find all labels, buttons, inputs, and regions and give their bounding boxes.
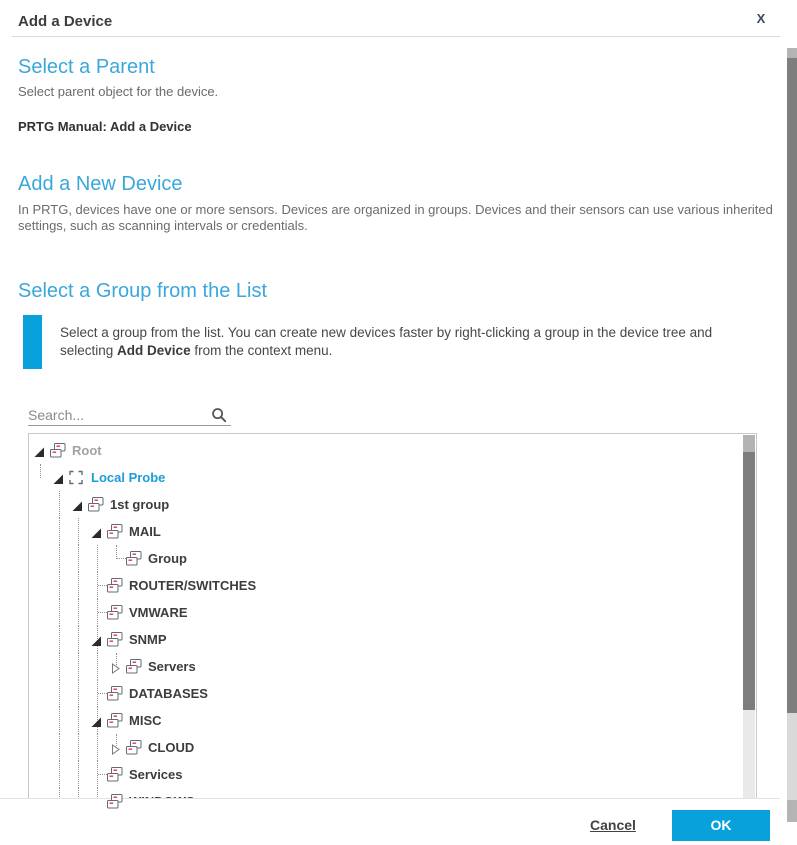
tree-connector-stub [117,558,126,559]
tree-node-servers[interactable] [31,653,756,680]
tree-node-label[interactable]: VMWARE [129,605,188,620]
tree-gutter [50,680,69,707]
tree-guide-line [40,464,41,478]
tree-guide-line [97,545,98,572]
add-new-device-description: In PRTG, devices have one or more sensors. Devices are organized in groups. Devices and their sensors can use various inherited settings, such as scanning intervals or credentials. [18,202,773,233]
tree-guide-line [59,734,60,761]
tree-gutter [88,734,107,761]
tree-gutter [31,599,50,626]
tree-gutter [69,707,88,734]
tree-node-label[interactable]: Local Probe [91,470,166,485]
tree-gutter [31,761,50,788]
expanded-arrow-icon[interactable] [91,634,102,645]
tree-marker-cell [50,464,69,491]
tree-gutter [50,734,69,761]
dialog-header [0,0,797,36]
info-box [23,315,780,369]
group-icon [107,767,123,782]
tree-gutter [69,680,88,707]
tree-guide-line [116,545,117,559]
tree-gutter [50,518,69,545]
tree-gutter [31,680,50,707]
tree-node-label[interactable]: ROUTER/SWITCHES [129,578,257,593]
tree-gutter [69,599,88,626]
tree-gutter [31,626,50,653]
tree-marker-cell [31,437,50,464]
tree-guide-line [59,761,60,788]
tree-gutter [88,653,107,680]
tree-gutter [69,518,88,545]
tree-gutter [88,545,107,572]
page-scrollbar-cap-top [787,48,797,58]
tree-guide-line [59,707,60,734]
prtg-manual-link[interactable]: PRTG Manual: Add a Device [18,119,192,134]
tree-node-label[interactable]: 1st group [110,497,170,512]
ok-button[interactable]: OK [672,810,770,841]
page-scrollbar[interactable] [787,0,797,845]
tree-scrollbar-cap [743,435,755,452]
tree-connector-stub [98,774,107,775]
tree-gutter [31,491,50,518]
tree-connector-stub [98,612,107,613]
group-icon [107,794,123,809]
tree-guide-line [78,626,79,653]
tree-node-label[interactable]: Group [148,551,187,566]
tree-scrollbar-thumb[interactable] [743,452,755,710]
tree-gutter [31,734,50,761]
tree-gutter [50,761,69,788]
tree-marker-cell [88,518,107,545]
dialog-content [0,37,780,800]
tree-node-label[interactable]: MISC [129,713,162,728]
tree-marker-cell [107,734,126,761]
group-icon [107,524,123,539]
tree-guide-line [78,599,79,626]
info-text-before: Select a group from the list. You can create new devices faster by right-clicking a group in the device tree and selecting [60,325,713,358]
tree-guide-line [78,680,79,707]
tree-guide-line [59,599,60,626]
group-tree [28,433,757,800]
tree-gutter [31,707,50,734]
tree-gutter [50,491,69,518]
tree-guide-line [59,653,60,680]
tree-gutter [31,464,50,491]
page-scrollbar-thumb[interactable] [787,58,797,713]
tree-marker-cell [107,653,126,680]
select-parent-description: Select parent object for the device. [18,84,219,99]
tree-node-label[interactable]: DATABASES [129,686,208,701]
tree-gutter [50,653,69,680]
tree-node-vmware[interactable] [31,599,756,626]
tree-node-router-switches[interactable] [31,572,756,599]
select-group-heading: Select a Group from the List [18,280,268,302]
collapsed-arrow-icon[interactable] [110,742,121,753]
search-input[interactable] [28,405,208,425]
tree-gutter [69,761,88,788]
group-icon [50,443,66,458]
tree-gutter [69,572,88,599]
probe-icon [69,470,85,485]
close-icon[interactable]: X [756,11,766,26]
tree-guide-line [78,734,79,761]
tree-node-services[interactable] [31,761,756,788]
tree-gutter [50,545,69,572]
select-parent-heading: Select a Parent [18,56,155,78]
tree-guide-line [59,680,60,707]
expanded-arrow-icon[interactable] [91,526,102,537]
tree-guide-line [78,518,79,545]
info-text-bold: Add Device [117,343,191,358]
group-icon [107,632,123,647]
group-icon [126,551,142,566]
expanded-arrow-icon[interactable] [91,715,102,726]
tree-node-label[interactable]: SNMP [129,632,167,647]
tree-node-databases[interactable] [31,680,756,707]
tree-node-label[interactable]: MAIL [129,524,161,539]
group-icon [126,740,142,755]
expanded-arrow-icon[interactable] [72,499,83,510]
tree-node-misc[interactable] [31,707,756,734]
tree-marker-cell [107,545,126,572]
tree-gutter [50,626,69,653]
info-accent-bar [23,315,42,369]
tree-gutter [31,518,50,545]
tree-gutter [69,626,88,653]
collapsed-arrow-icon[interactable] [110,661,121,672]
info-text-after: from the context menu. [190,343,333,358]
tree-node-local-probe[interactable] [31,464,756,491]
tree-marker-cell [88,761,107,788]
tree-gutter [50,707,69,734]
add-new-device-heading: Add a New Device [18,173,183,195]
tree-connector-stub [98,693,107,694]
tree-guide-line [59,545,60,572]
tree-guide-line [97,734,98,761]
group-icon [107,686,123,701]
group-icon [107,578,123,593]
tree-gutter [69,734,88,761]
tree-guide-line [59,626,60,653]
tree-node-root[interactable] [31,437,756,464]
tree-gutter [69,653,88,680]
tree-node-label[interactable]: Servers [148,659,196,674]
tree-marker-cell [88,680,107,707]
tree-guide-line [78,572,79,599]
tree-gutter [31,572,50,599]
tree-node-label[interactable]: Root [72,443,102,458]
tree-guide-line [59,491,60,518]
page-scrollbar-track [787,713,797,800]
group-icon [107,713,123,728]
tree-marker-cell [88,626,107,653]
expanded-arrow-icon[interactable] [53,472,64,483]
tree-gutter [50,572,69,599]
tree-guide-line [97,653,98,680]
tree-node-1st-group[interactable] [31,491,756,518]
tree-node-snmp[interactable] [31,626,756,653]
dialog-title: Add a Device [18,13,113,30]
tree-node-group[interactable] [31,545,756,572]
tree-marker-cell [88,572,107,599]
tree-gutter [69,545,88,572]
tree-guide-line [78,707,79,734]
tree-gutter [31,545,50,572]
group-icon [126,659,142,674]
tree-node-mail[interactable] [31,518,756,545]
group-icon [88,497,104,512]
group-icon [107,605,123,620]
expanded-arrow-icon[interactable] [34,445,45,456]
tree-node-label[interactable]: CLOUD [148,740,195,755]
tree-marker-cell [88,599,107,626]
cancel-button[interactable]: Cancel [590,817,636,833]
tree-guide-line [59,572,60,599]
tree-connector-stub [98,585,107,586]
tree-marker-cell [88,707,107,734]
search-icon[interactable] [211,407,227,423]
tree-guide-line [78,545,79,572]
tree-guide-line [78,761,79,788]
tree-scrollbar[interactable] [743,435,755,798]
tree-guide-line [78,653,79,680]
tree-guide-line [59,518,60,545]
tree-gutter [31,653,50,680]
info-text [60,324,752,369]
tree-node-cloud[interactable] [31,734,756,761]
tree-gutter [50,599,69,626]
page-scrollbar-cap-bottom [787,800,797,822]
tree-marker-cell [69,491,88,518]
tree-node-label[interactable]: Services [129,767,183,782]
search-box [28,405,231,426]
